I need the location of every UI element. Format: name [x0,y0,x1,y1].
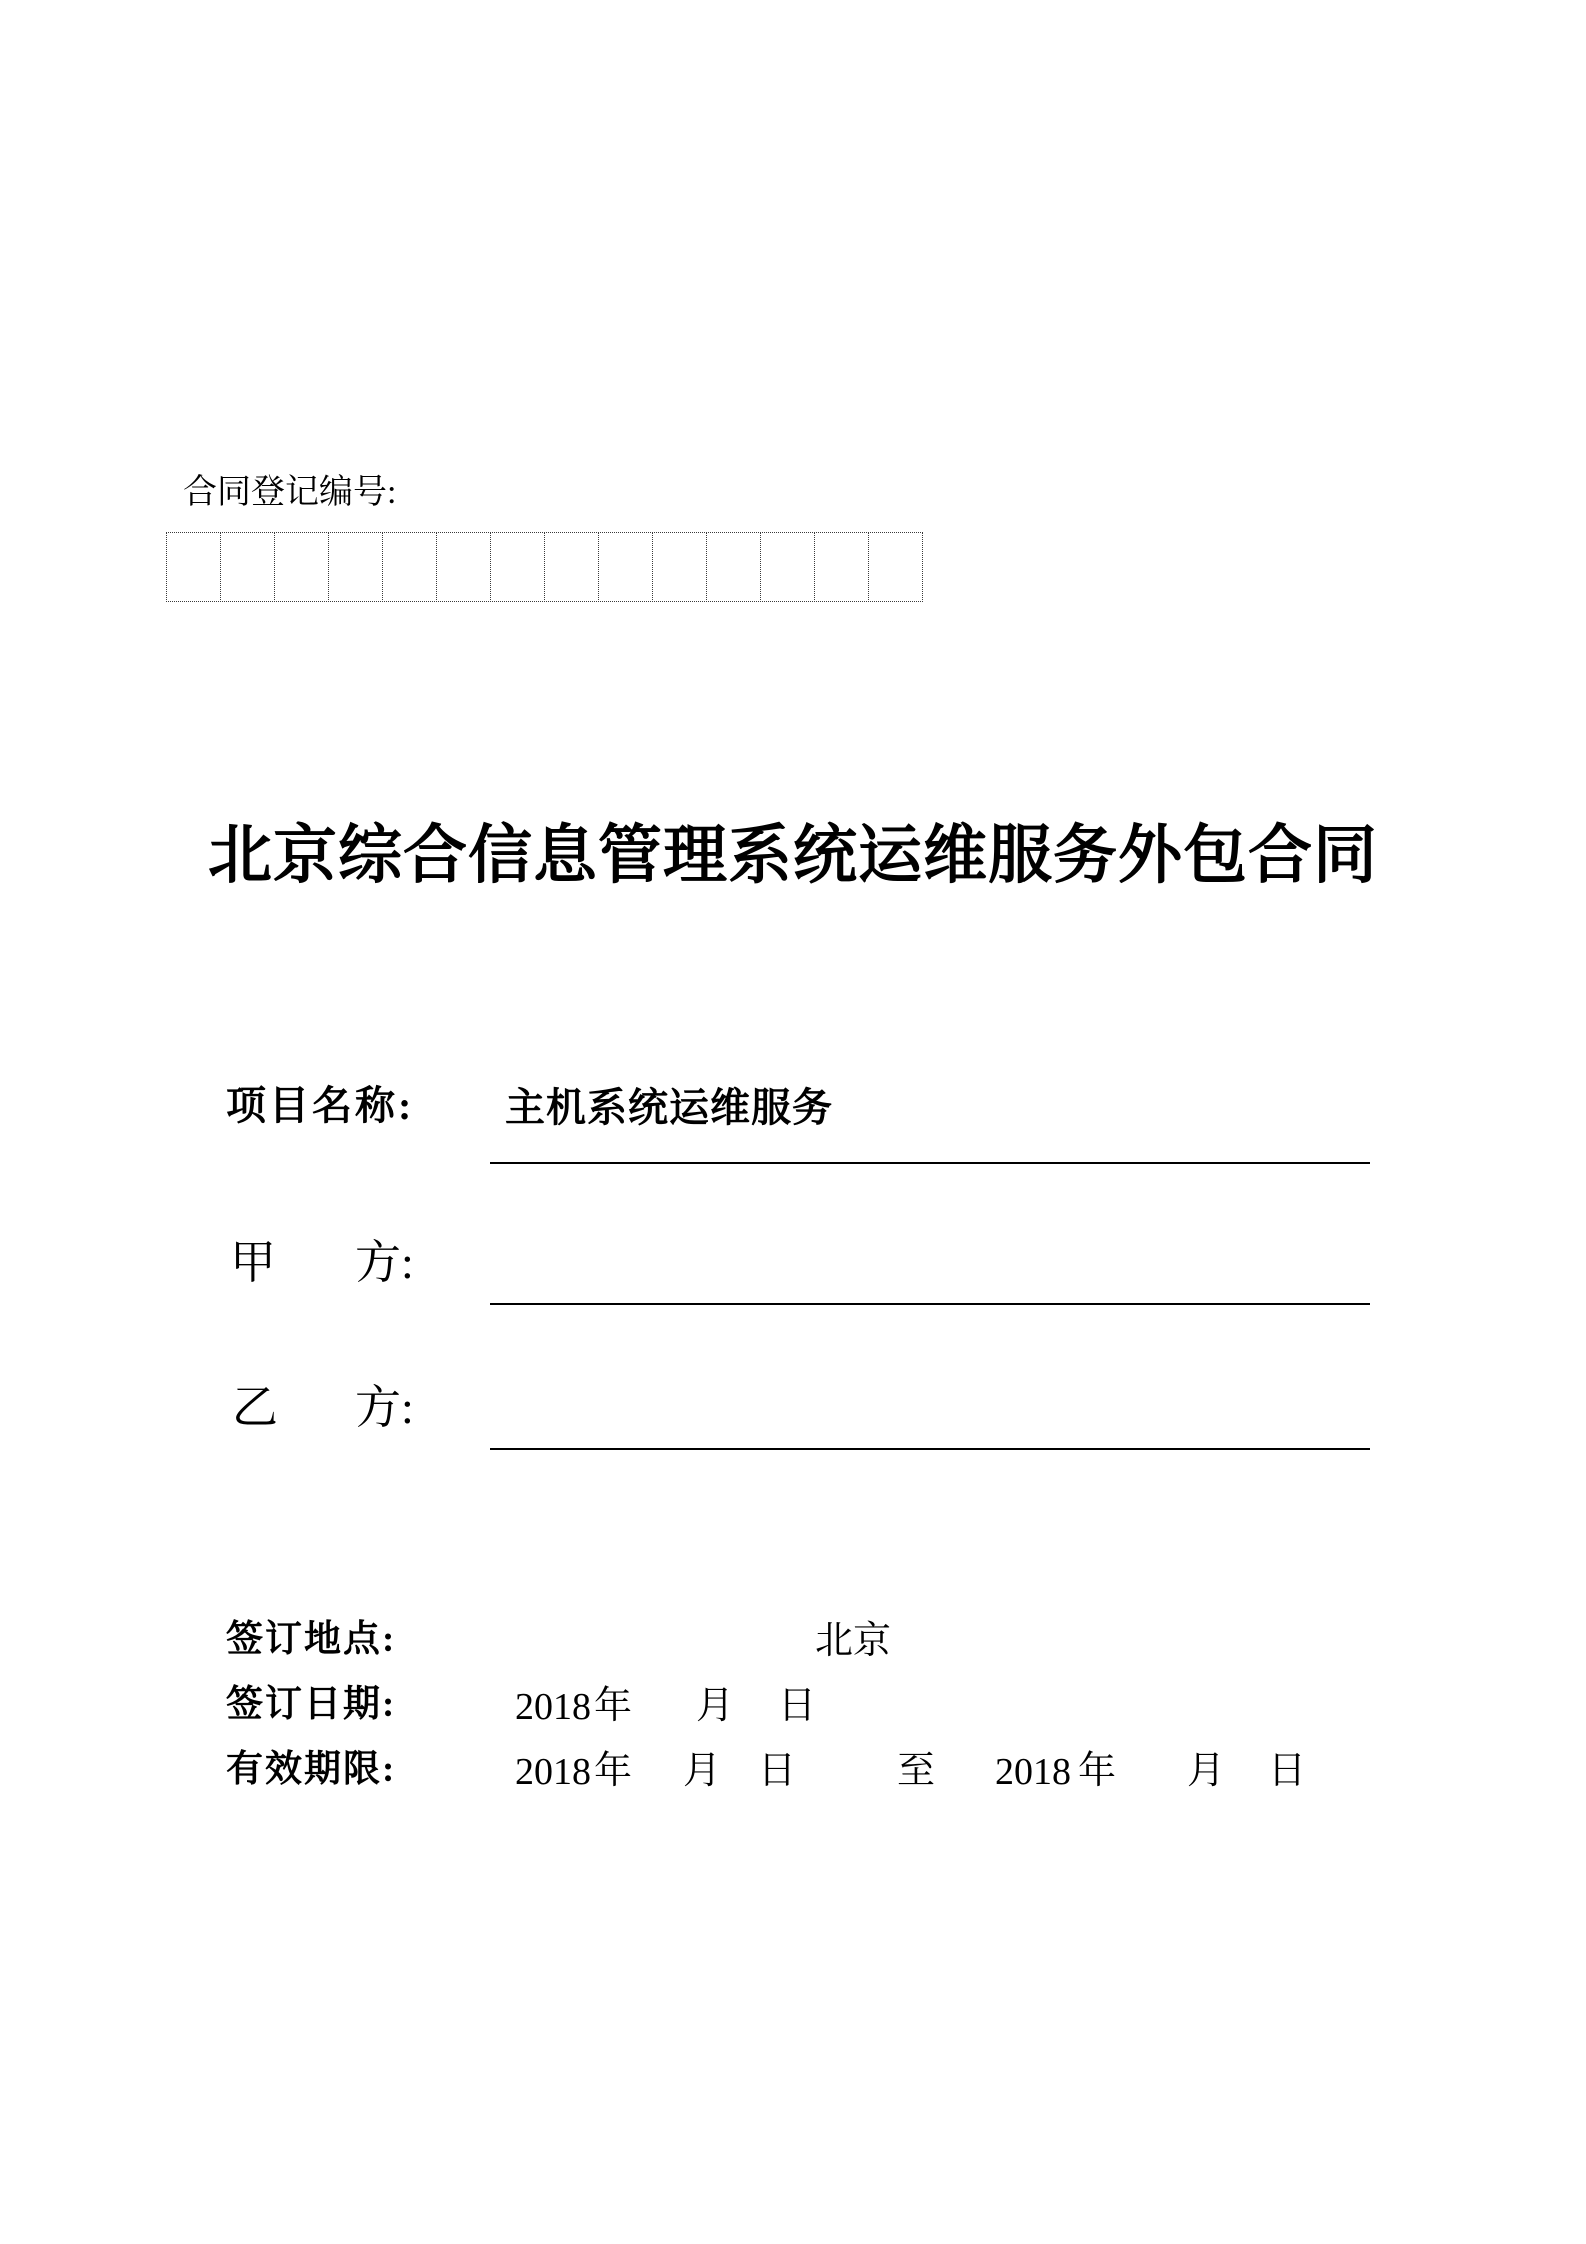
registration-grid-cell [814,532,869,602]
signing-date-month-unit: 月 [696,1685,735,1727]
signing-date-day-unit: 日 [778,1685,817,1727]
registration-grid-cell [598,532,653,602]
validity-end-day-unit: 日 [1268,1750,1307,1792]
signing-date-year: 2018 [515,1686,591,1728]
registration-grid-cell [436,532,491,602]
party-b-label-suffix: 方: [355,1382,414,1433]
validity-end-year-unit: 年 [1078,1750,1117,1792]
party-b-underline [490,1448,1370,1450]
registration-grid-cell [868,532,923,602]
registration-grid-cell [706,532,761,602]
signing-date-label: 签订日期: [226,1684,397,1725]
project-name-underline [490,1162,1370,1164]
registration-grid-cell [490,532,545,602]
registration-grid-cell [544,532,599,602]
validity-separator: 至 [897,1750,936,1792]
validity-start-day-unit: 日 [758,1750,797,1792]
signing-place-value: 北京 [815,1620,892,1662]
registration-grid-cell [328,532,383,602]
validity-end-month-unit: 月 [1187,1750,1226,1792]
project-name-label: 项目名称: [226,1083,415,1128]
contract-title: 北京综合信息管理系统运维服务外包合同 [208,820,1378,891]
project-name-value: 主机系统运维服务 [505,1085,833,1130]
party-a-label-suffix: 方: [355,1237,414,1288]
signing-place-label: 签订地点: [226,1619,397,1660]
registration-grid-cell [274,532,329,602]
validity-start-year-unit: 年 [594,1750,633,1792]
validity-start-year: 2018 [515,1751,591,1793]
registration-grid-cell [652,532,707,602]
signing-date-year-unit: 年 [594,1685,633,1727]
registration-number-label: 合同登记编号: [183,474,397,511]
registration-grid-cell [760,532,815,602]
party-a-label: 甲 [230,1237,276,1288]
validity-period-label: 有效期限: [226,1749,397,1790]
validity-end-year: 2018 [995,1751,1071,1793]
registration-number-grid [166,532,923,602]
registration-grid-cell [166,532,221,602]
party-a-underline [490,1303,1370,1305]
validity-start-month-unit: 月 [683,1750,722,1792]
party-b-label: 乙 [232,1382,278,1433]
registration-grid-cell [220,532,275,602]
registration-grid-cell [382,532,437,602]
